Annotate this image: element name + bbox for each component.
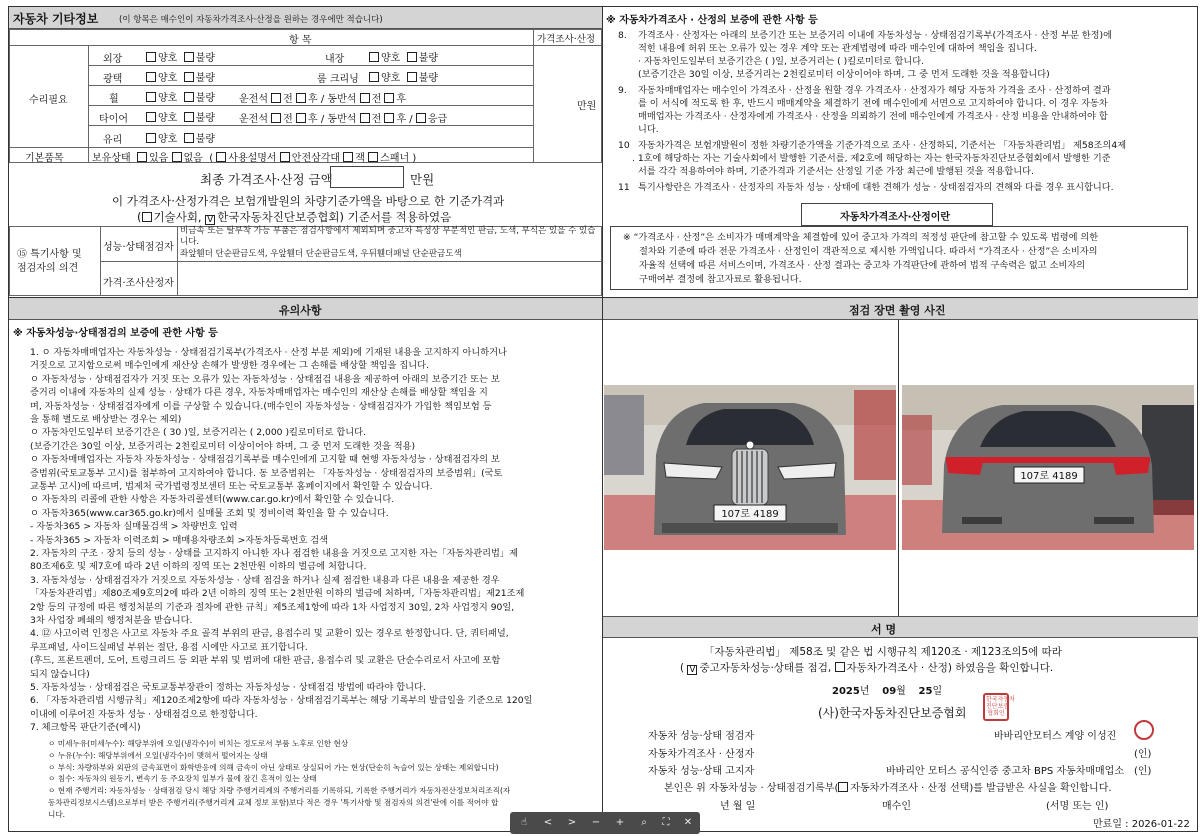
checkbox[interactable] — [216, 152, 226, 162]
note-line: 거짓으로 고지함으로써 매수인에게 재산상 손해가 발생한 경우에는 그 손해를 배상할 책임을 집니다. — [30, 360, 429, 372]
definition-line: ※ “가격조사 · 산정”은 소비자가 매매계약을 체결함에 있어 중고차 가격의 적정성 판단에 참고할 수 있도록 법령에 의한 — [623, 232, 1099, 243]
definition-line: 자율적 선택에 따른 서비스이며, 가격조사 · 산정 결과는 중고차 가격판단에 관하여 법적 구속력은 없고 소비자의 — [639, 260, 1086, 271]
row-label: 외장 — [103, 54, 123, 65]
note-line: 교통부 고시)에 따르며, 법제처 국가법령정보센터 또는 국토교통부 홈페이지에서 확인할 수 있습니다. — [30, 481, 433, 492]
notes-heading: ※ 자동차성능·상태점검의 보증에 관한 사항 등 — [13, 328, 218, 339]
search-icon[interactable]: ⌕ — [634, 812, 654, 834]
checkbox[interactable] — [384, 93, 394, 103]
note-line: 증범위(국토교통부 고시)를 첨부하여 고지하여야 합니다. 동 보증범위는 「자동차성능 · 상태점검자의 보증범위」(국토 — [30, 467, 503, 479]
header-price: 가격조사·산정 — [537, 34, 596, 45]
note-line: (후드, 프론트펜더, 도어, 트렁크리드 등 외판 부위 및 범퍼에 대한 판금, 용접수리 및 교환은 단순수리로서 사고에 포함 — [30, 655, 501, 667]
other-info-title: 자동차 기타정보 — [13, 12, 99, 26]
checkbox[interactable] — [369, 52, 379, 62]
checkbox[interactable] — [360, 113, 370, 123]
buyer-confirm: 본인은 위 자동차성능 · 상태점검기록부( 자동차가격조사 · 산정 선택)를 발급받은 사실을 확인합니다. — [664, 783, 1112, 794]
note-line: 2항 등의 규정에 따른 행정처분의 기준과 절차에 관한 규칙」제5조제1항에 따라 1차 사업정지 30일, 2차 사업정지 90일, — [30, 601, 515, 613]
notes-header — [9, 298, 602, 320]
option-group: 양호 불량 — [146, 69, 215, 84]
checkbox-checked[interactable]: V — [207, 215, 214, 225]
checkbox[interactable] — [146, 112, 156, 122]
checkbox[interactable] — [838, 782, 848, 792]
wheel-positions: 운전석 전 후 / 동반석 전 후 — [239, 94, 407, 105]
check-choice: ( V 중고자동차성능·상태를 점검, 자동차가격조사 · 산정) 하였음을 확인합니다. — [680, 662, 1054, 675]
front-plate: 107로 4189 — [721, 509, 779, 520]
header-item: 항 목 — [289, 35, 312, 46]
criteria-line: 니다. — [48, 809, 66, 819]
photos-header — [603, 298, 1198, 320]
checkbox[interactable] — [146, 52, 156, 62]
signature-title: 서 명 — [871, 623, 897, 636]
inspector-seal — [1134, 720, 1154, 740]
note-line: 며, 자동차성능 · 상태점검자에게 이를 구상할 수 있습니다.(매수인이 자동차성능 · 상태점검자가 가입한 책임보험 등 — [30, 400, 492, 412]
note-line: ㅇ 자동차365(www.car365.go.kr)에서 실매물 조회 및 정비이력 확인을 할 수 있습니다. — [30, 507, 389, 519]
note-line: 3. 자동차성능 · 상태점검자가 거짓으로 자동차성능 · 상태 점검을 하거나 실제 점검한 내용과 다른 내용을 제공한 경우 — [30, 574, 500, 586]
option-group: 양호 불량 — [146, 49, 215, 64]
zoom-out-button[interactable]: − — [586, 812, 606, 834]
rear-photo — [902, 385, 1194, 550]
basis-line2: ( 기술사회, V 한국자동차진단보증협회) 기준서를 적용하였음 — [137, 210, 452, 225]
note-line: - 자동차365 > 자동차 이력조회 > 매매용차량조회 >자동차등록번호 검색 — [30, 534, 329, 546]
checkbox[interactable] — [296, 113, 306, 123]
note-line: 되지 않습니다) — [30, 668, 90, 680]
inspector-note-2: 좌앞휀더 단순판금도색, 우앞휀더 단순판금도색, 우뒤휀더패널 단순판금도색 — [180, 249, 462, 259]
fullscreen-icon[interactable]: ⛶ — [656, 812, 676, 834]
checkbox[interactable] — [146, 133, 156, 143]
criteria-line: ㅇ 침수: 자동차의 원동기, 변속기 등 주요장치 일부가 물에 잠긴 흔적이 있는 상태 — [48, 774, 317, 784]
other-info-note: (이 항목은 매수인이 자동차가격조사·산정을 원하는 경우에만 적습니다) — [119, 15, 383, 25]
special-notes-table — [9, 226, 602, 296]
prev-page-button[interactable]: < — [538, 812, 558, 834]
other-info-header — [9, 7, 602, 29]
checkbox[interactable] — [184, 112, 194, 122]
checkbox[interactable] — [184, 52, 194, 62]
basis-line1: 이 가격조사·산정가격은 보험개발원의 차량기준가액을 바탕으로 한 기준가격과 — [112, 194, 505, 208]
note-line: 「자동차관리법」제80조제9호의2에 따라 2년 이하의 징역 또는 2천만원 이하의 벌금에 처하며,「자동차관리법」제21조제 — [30, 588, 525, 600]
buyer-label: 매수인 — [882, 801, 911, 812]
checkbox[interactable] — [369, 72, 379, 82]
definition-line: 구매여부 결정에 참고자료로 활용됩니다. — [639, 274, 802, 285]
note-line: ㅇ 자동차인도일부터 보증기간은 ( 30 )일, 보증거리는 ( 2,000 )킬로미터로 합니다. — [30, 427, 366, 439]
zoom-in-button[interactable]: + — [610, 812, 630, 834]
rear-car-image — [902, 385, 1194, 550]
note-line: 80조제6호 및 제7호에 따라 2년 이하의 징역 또는 2천만원 이하의 벌금에 처합니다. — [30, 561, 367, 573]
column-divider — [602, 6, 603, 832]
basic-items-label: 기본품목 — [25, 153, 64, 164]
notes-title: 유의사항 — [279, 304, 322, 317]
note-line: 을 통해 별도로 배상받는 경우는 제외) — [30, 414, 182, 425]
checkbox[interactable] — [416, 113, 426, 123]
sign-date: 2025년 09월 25일 — [832, 686, 943, 697]
checkbox[interactable] — [280, 152, 290, 162]
sign-row-value: 바바리안모터스 계양 이성진 — [994, 731, 1117, 742]
checkbox[interactable] — [368, 152, 378, 162]
note-line: 7. 체크항목 판단기준(예시) — [30, 722, 141, 734]
sign-row-label: 자동차 성능·상태 점검자 — [648, 731, 755, 742]
final-price-label: 최종 가격조사·산정 금액 — [200, 172, 333, 187]
criteria-line: ㅇ 현재 주행거리: 자동차성능 · 상태점검 당시 해당 차량 주행거리계의 주행거리를 기록하되, 기록한 주행거리가 자동차전산정보처리조직(자 — [48, 786, 511, 796]
basic-items-row: 보유상태 있음 없음 ( 사용설명서 안전삼각대 잭 스패너 ) — [92, 153, 417, 164]
note-line: 증거리 이내에 자동차의 실제 성능 · 상태가 다른 경우, 자동차매매업자는 매수인의 재산상 손해를 배상할 책임을 지 — [30, 387, 488, 399]
note-line: 2. 자동차의 구조 · 장치 등의 성능 · 상태를 고지하지 아니한 자나 점검한 내용을 거짓으로 고지한 자는「자동차관리법」제 — [30, 548, 518, 559]
note-line: 6. 「자동차관리법 시행규칙」제120조제2항에 따라 자동차성능 · 상태점검기록부는 해당 기록부의 발급일을 기준으로 120일 — [30, 695, 533, 707]
sign-row-value: 바바리안 모터스 공식인증 중고차 BPS 자동차매매업소 — [886, 766, 1124, 777]
checkbox[interactable] — [271, 93, 281, 103]
checkbox[interactable] — [835, 662, 845, 672]
condition-table — [9, 29, 602, 163]
buyer-date: 년 월 일 — [720, 801, 756, 812]
buyer-sign-note: (서명 또는 인) — [1046, 801, 1109, 812]
viewer-toolbar — [510, 812, 700, 834]
checkbox[interactable] — [360, 93, 370, 103]
sign-row-label: 자동차 성능·상태 고지자 — [648, 766, 755, 777]
criteria-line: ㅇ 부식: 차량하부와 외판의 금속표면이 화학반응에 의해 금속이 아닌 상태로 상실되어 가는 현상(단순히 녹슬어 있는 상태는 제외합니다) — [48, 762, 499, 772]
price-unit: 만원 — [577, 101, 597, 112]
row-label: 내장 — [325, 54, 345, 65]
expiry-date: 만료일 : 2026-01-22 — [1093, 819, 1190, 830]
note-line: 3차 사업장 폐쇄의 행정처분을 받습니다. — [30, 615, 193, 626]
photo-divider — [898, 320, 899, 616]
option-group: 양호 불량 — [146, 89, 215, 104]
note-line: 이내에 이루어진 자동차 성능 · 상태점검으로 한정합니다. — [30, 708, 258, 720]
rear-plate: 107로 4189 — [1020, 471, 1078, 482]
checkbox[interactable] — [137, 152, 147, 162]
checkbox-checked[interactable]: V — [689, 665, 696, 675]
final-price-unit: 만원 — [410, 172, 435, 187]
checkbox[interactable] — [172, 152, 182, 162]
final-price-input[interactable] — [330, 166, 404, 188]
org-name: (사)한국자동차진단보증협회 — [818, 706, 967, 720]
checkbox[interactable] — [296, 93, 306, 103]
close-icon[interactable]: ✕ — [678, 812, 698, 834]
photos-title: 점검 장면 촬영 사진 — [849, 304, 946, 317]
checkbox[interactable] — [407, 52, 417, 62]
tire-positions: 운전석 전 후 / 동반석 전 후 / 응급 — [239, 114, 448, 125]
checkbox[interactable] — [384, 113, 394, 123]
criteria-line: 동차관리정보시스템)으로부터 받은 주행거리(주행거리계 교체 정보 포함)보다 적은 경우 '특기사항 및 점검자의 의견'란에 이를 적어야 합 — [48, 798, 499, 807]
appraiser-label: 가격·조사산정자 — [103, 278, 174, 289]
org-seal: 한국자동차 진단보증 협회인 — [983, 693, 1009, 721]
row-label: 광택 — [103, 74, 123, 85]
option-group: 양호 불량 — [369, 69, 438, 84]
inspector-label: 성능·상태점검자 — [103, 242, 174, 253]
definition-title: 자동차가격조사·산정이란 — [840, 212, 951, 223]
note-line: ㅇ 자동차매매업자는 자동차 자동차성능 · 상태점검기록부를 매수인에게 고지할 때 현행 자동차성능 · 상태점검자의 보 — [30, 454, 500, 466]
note-line: (보증기간은 30일 이상, 보증거리는 2천킬로미터 이상이어야 하며, 그 중 먼저 도래한 것을 적용) — [30, 440, 416, 452]
checkbox[interactable] — [184, 92, 194, 102]
front-car-image — [604, 385, 896, 550]
repair-needed-label: 수리필요 — [29, 95, 68, 106]
checkbox[interactable] — [184, 133, 194, 143]
criteria-line: ㅇ 미세누유(미세누수): 해당부위에 오일(냉각수)이 비치는 정도로서 부품 노후로 인한 현상 — [48, 739, 349, 748]
note-line: ㅇ 자동차성능 · 상태점검자가 거짓 또는 오류가 있는 자동차성능 · 상태점검 내용을 제공하여 아래의 보증기간 또는 보 — [30, 373, 500, 385]
checkbox[interactable] — [407, 72, 417, 82]
checkbox[interactable] — [343, 152, 353, 162]
option-group: 양호 불량 — [369, 49, 438, 64]
checkbox[interactable] — [146, 72, 156, 82]
hand-tool-button[interactable]: ☝ — [514, 812, 534, 834]
option-group: 양호 불량 — [146, 130, 215, 145]
note-line: ㅇ 자동차의 리콜에 관한 사항은 자동차리콜센터(www.car.go.kr)에서 확인할 수 있습니다. — [30, 494, 395, 506]
definition-title-box — [801, 203, 993, 226]
checkbox[interactable] — [146, 92, 156, 102]
row-label: 유리 — [103, 135, 123, 146]
checkbox[interactable] — [184, 72, 194, 82]
note-line: 루프패널, 사이드실패널 부위는 절단, 용접 시에만 사고로 표기합니다. — [30, 641, 308, 653]
row-label: 룸 크리닝 — [317, 74, 359, 85]
definition-box — [610, 226, 1188, 290]
sign-row-label: 자동차가격조사 · 산정자 — [648, 749, 755, 760]
next-page-button[interactable]: > — [562, 812, 582, 834]
note-line: 5. 자동차성능 · 상태점검은 국토교통부장관이 정하는 자동차성능 · 상태점검 방법에 따라야 합니다. — [30, 682, 426, 693]
front-photo — [604, 385, 896, 550]
note-line: - 자동차365 > 자동차 실매물검색 > 차량번호 입력 — [30, 521, 238, 533]
row-label: 타이어 — [99, 114, 128, 125]
definition-line: 절차와 기준에 따라 전문 가격조사 · 산정인이 객관적으로 제시한 가액입니다. 따라서 “가격조사 · 산정”은 소비자의 — [639, 246, 1098, 257]
checkbox[interactable] — [271, 113, 281, 123]
price-guarantee-heading: ※ 자동차가격조사 · 산정의 보증에 관한 사항 등 — [606, 15, 818, 26]
special-notes-label: ⑮ 특기사항 및 점검자의 의견 — [17, 249, 82, 274]
note-line: 1. ㅇ 자동차매매업자는 자동차성능 · 상태점검기록부(가격조사 · 산정 부분 제외)에 기재된 내용을 고지하지 아니하거나 — [30, 347, 507, 358]
row-label: 휠 — [109, 94, 119, 105]
law-line: 「자동차관리법」 제58조 및 같은 법 시행규칙 제120조 · 제123조의5에 따라 — [704, 646, 1062, 658]
signature-header — [603, 616, 1198, 638]
seal-mark: (인) — [1134, 766, 1152, 777]
seal-mark: (인) — [1134, 749, 1152, 760]
inspector-note: 비금속 또는 탈부착 가능 부품은 점검사항에서 제외되며 중고차 특성상 부분적인 판금, 도색, 부식은 있을 수 있습니다. — [180, 226, 596, 247]
criteria-line: ㅇ 누유(누수): 해당부위에서 오일(냉각수)이 맺혀서 떨어지는 상태 — [48, 750, 268, 760]
checkbox[interactable] — [142, 212, 152, 222]
note-line: 4. ⑫ 사고이력 인정은 사고로 자동차 주요 골격 부위의 판금, 용접수리 및 교환이 있는 경우로 한정합니다. 단, 쿼터패널, — [30, 628, 509, 640]
option-group: 양호 불량 — [146, 109, 215, 124]
